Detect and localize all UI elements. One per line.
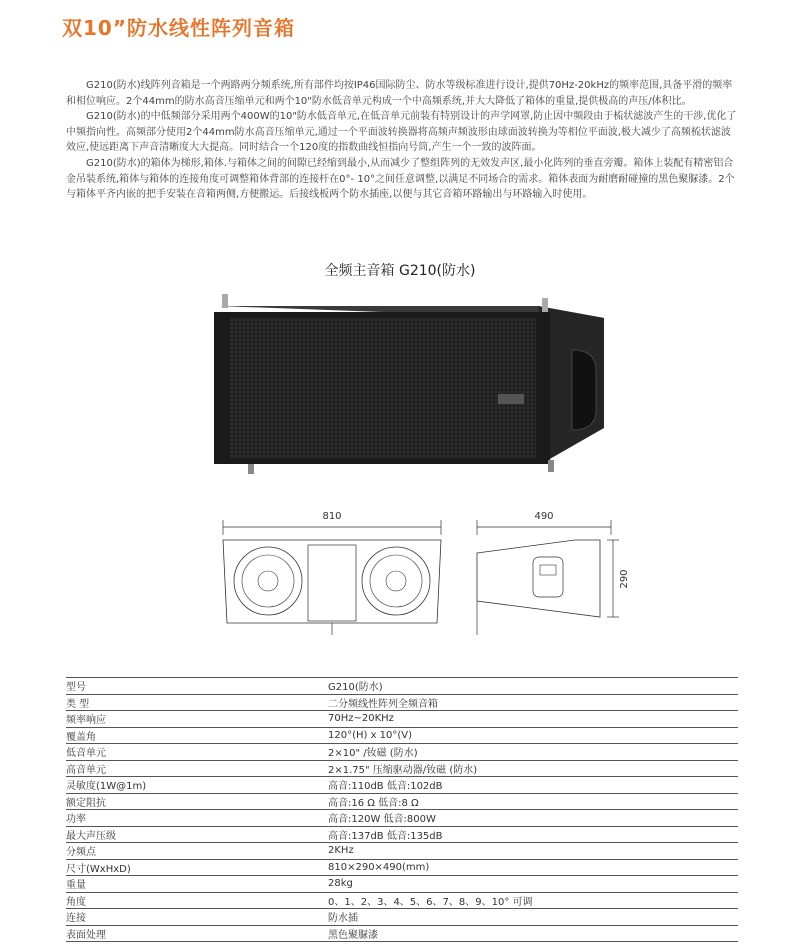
spec-value: 2×1.75" 压缩驱动器/钕磁 (防水) [326, 760, 738, 777]
spec-row [66, 694, 738, 711]
spec-row [66, 793, 738, 810]
spec-value: 70Hz~20KHz [326, 711, 738, 728]
intro-paragraph: G210(防水)线阵列音箱是一个两路两分频系统,所有部件均按IP46国际防尘、防水等级标准进行设计,提供70Hz-20kHz的频率范围,具备平滑的频率和相位响应。2个44mm的防水高音压缩单元和两个10"防水低音单元构成一个中高频系统,并大大降低了箱体的重量,提供极高的声压/体积比。 [66, 80, 733, 107]
spec-value: 二分频线性阵列全频音箱 [326, 694, 738, 711]
spec-value: 0、1、2、3、4、5、6、7、8、9、10° 可调 [326, 892, 738, 909]
spec-row [66, 892, 738, 909]
spec-row [66, 826, 738, 843]
depth-dimension-label: 490 [534, 511, 554, 522]
spec-row [66, 859, 738, 876]
spec-label: 连接 [66, 909, 326, 926]
spec-value: 黑色聚脲漆 [326, 925, 738, 942]
spec-label: 尺寸(WxHxD) [66, 859, 326, 876]
spec-row [66, 777, 738, 794]
spec-label: 类 型 [66, 694, 326, 711]
spec-row [66, 760, 738, 777]
intro-paragraph: G210(防水)的中低频部分采用两个400W的10"防水低音单元,在低音单元前装有特别设计的声学网罩,防止因中频段由于梳状滤波产生的干涉,优化了中频指向性。高频部分使用2个44mm防水高音压缩单元,通过一个平面波转换器将高频声频波形由球面波转换为等相位平面波,极大减少了高频梳状滤波效应,使远距离下声音清晰度大大提高。同时结合一个120度的指数曲线恒指向号筒,产生一个一致的波阵面。 [66, 111, 737, 154]
spec-label: 低音单元 [66, 744, 326, 761]
spec-value: 120°(H) x 10°(V) [326, 727, 738, 744]
page-title: 双10”防水线性阵列音箱 [62, 16, 295, 40]
product-caption: 全频主音箱 G210(防水) [324, 263, 476, 279]
spec-row [66, 843, 738, 860]
spec-label: 高音单元 [66, 760, 326, 777]
spec-value: 2KHz [326, 843, 738, 860]
width-dimension-label: 810 [322, 511, 342, 522]
spec-label: 分频点 [66, 843, 326, 860]
dimension-drawing [215, 505, 640, 645]
spec-label: 频率响应 [66, 711, 326, 728]
spec-value: G210(防水) [326, 678, 738, 695]
spec-label: 最大声压级 [66, 826, 326, 843]
spec-value: 防水插 [326, 909, 738, 926]
spec-label: 覆盖角 [66, 727, 326, 744]
spec-row [66, 925, 738, 942]
spec-label: 重量 [66, 876, 326, 893]
spec-row [66, 744, 738, 761]
speaker-photo [208, 288, 612, 478]
spec-label: 表面处理 [66, 925, 326, 942]
spec-row [66, 678, 738, 695]
spec-value: 28kg [326, 876, 738, 893]
spec-label: 型号 [66, 678, 326, 695]
spec-label: 功率 [66, 810, 326, 827]
spec-value: 高音:120W 低音:800W [326, 810, 738, 827]
intro-paragraph: G210(防水)的箱体为梯形,箱体.与箱体之间的间隙已经缩到最小,从而减少了整组阵列的无效发声区,最小化阵列的垂直旁瓣。箱体上装配有精密铝合金吊装系统,箱体与箱体的连接角度可调整箱体背部的连接杆在0°- 10°之间任意调整,以满足不同场合的需求。箱体表面为耐磨耐碰撞的黑色聚脲漆。2个与箱体平齐内嵌的把手安装在音箱两侧,方便搬运。后接线板两个防水插座,以便与其它音箱环路输出与环路输入时使用。 [66, 157, 735, 201]
spec-label: 角度 [66, 892, 326, 909]
spec-row [66, 876, 738, 893]
spec-row [66, 711, 738, 728]
spec-value: 高音:110dB 低音:102dB [326, 777, 738, 794]
spec-row [66, 727, 738, 744]
intro-text [66, 78, 738, 203]
spec-label: 额定阻抗 [66, 793, 326, 810]
spec-label: 灵敏度(1W@1m) [66, 777, 326, 794]
spec-value: 2×10" /钕磁 (防水) [326, 744, 738, 761]
spec-value: 高音:16 Ω 低音:8 Ω [326, 793, 738, 810]
spec-table [66, 677, 738, 942]
spec-row [66, 909, 738, 926]
spec-value: 高音:137dB 低音:135dB [326, 826, 738, 843]
spec-value: 810×290×490(mm) [326, 859, 738, 876]
spec-row [66, 810, 738, 827]
height-dimension-label: 290 [619, 569, 630, 589]
